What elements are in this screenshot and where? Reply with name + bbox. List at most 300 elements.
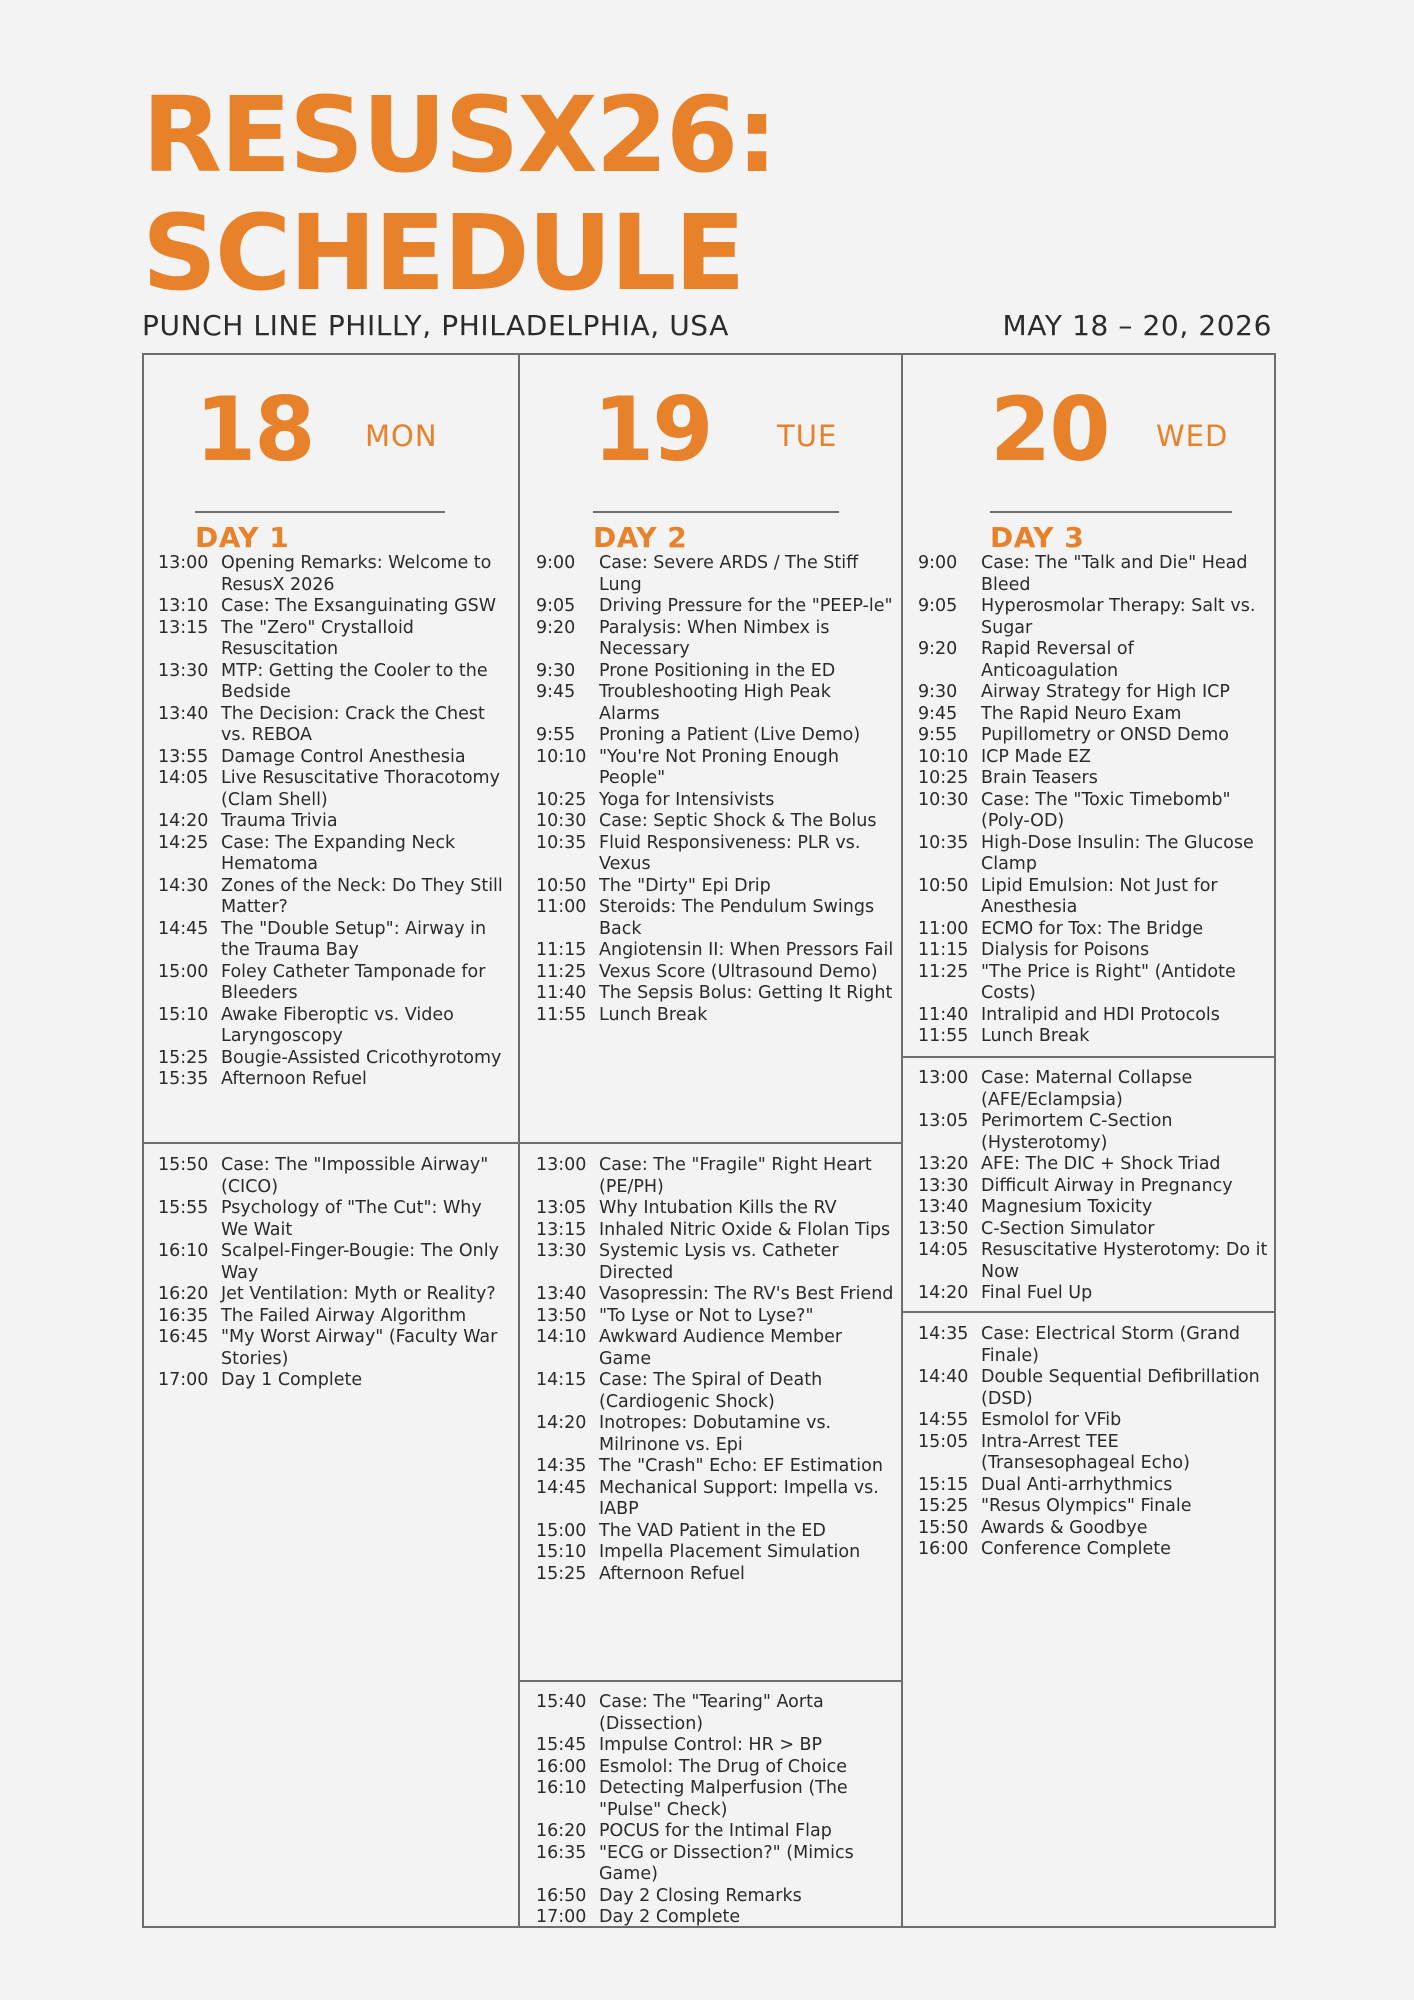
session-item: [158, 553, 508, 596]
session-time: 13:55: [158, 746, 209, 767]
session-title: Why Intubation Kills the RV: [599, 1198, 837, 1218]
session-time: 13:40: [918, 1197, 969, 1217]
session-time: 11:55: [536, 1004, 587, 1025]
session-time: 14:05: [918, 1240, 969, 1260]
session-title: Magnesium Toxicity: [981, 1197, 1153, 1217]
session-item: [158, 1327, 508, 1370]
session-item: [158, 596, 508, 618]
session-time: 16:35: [158, 1305, 209, 1326]
session-time: 9:55: [536, 725, 576, 745]
session-time: 11:40: [918, 1004, 969, 1025]
session-time: 15:40: [536, 1692, 587, 1712]
session-title: Lunch Break: [981, 1026, 1090, 1046]
session-title: Brain Teasers: [981, 768, 1098, 788]
session-title: Case: The Exsanguinating GSW: [221, 596, 497, 616]
session-item: [158, 1241, 508, 1284]
session-item: [918, 639, 1268, 682]
session-title: Afternoon Refuel: [599, 1563, 745, 1584]
session-time: 10:35: [536, 832, 587, 853]
session-time: 13:30: [158, 660, 209, 681]
session-item: [918, 1324, 1268, 1367]
session-title: Case: The Spiral of Death (Cardiogenic Shock): [599, 1370, 823, 1412]
session-title: POCUS for the Intimal Flap: [599, 1821, 832, 1841]
weekday: TUE: [777, 419, 838, 453]
session-title: Lunch Break: [599, 1004, 708, 1025]
session-time: 13:05: [918, 1111, 969, 1131]
session-title: Case: Septic Shock & The Bolus: [599, 811, 877, 831]
session-item: [536, 747, 894, 790]
session-item: [536, 811, 894, 833]
session-title: C-Section Simulator: [981, 1218, 1155, 1239]
session-item: [918, 1154, 1268, 1176]
session-title: Rapid Reversal of Anticoagulation: [981, 639, 1134, 681]
session-time: 9:00: [536, 553, 576, 573]
session-item: [536, 1155, 894, 1198]
session-time: 14:35: [918, 1324, 969, 1344]
session-item: [536, 1284, 894, 1306]
session-title: Case: Maternal Collapse (AFE/Eclampsia): [981, 1068, 1193, 1110]
session-item: [918, 1026, 1268, 1048]
session-title: Impulse Control: HR > BP: [599, 1735, 823, 1755]
session-time: 15:25: [918, 1496, 969, 1516]
session-title: Awake Fiberoptic vs. Video Laryngoscopy: [221, 1004, 454, 1046]
session-title: The VAD Patient in the ED: [599, 1520, 826, 1541]
weekday: WED: [1156, 419, 1229, 453]
session-title: Intralipid and HDI Protocols: [981, 1004, 1220, 1025]
session-title: Intra-Arrest TEE (Transesophageal Echo): [981, 1431, 1190, 1473]
block-divider: [144, 1142, 520, 1144]
venue: PUNCH LINE PHILLY, PHILADELPHIA, USA: [142, 309, 729, 342]
session-list: [158, 553, 508, 1091]
block-divider: [518, 1142, 903, 1144]
session-time: 15:25: [158, 1047, 209, 1068]
session-list: [536, 553, 894, 1026]
session-item: [536, 1456, 894, 1478]
session-item: [918, 940, 1268, 962]
day-1-header: [195, 378, 465, 555]
day-rule: [990, 511, 1232, 513]
session-time: 14:10: [536, 1327, 587, 1347]
session-time: 10:10: [918, 746, 969, 767]
session-time: 10:10: [536, 746, 587, 767]
session-time: 14:45: [158, 918, 209, 939]
session-item: [536, 1306, 894, 1328]
session-item: [536, 1907, 894, 1929]
session-item: [536, 1564, 894, 1586]
session-item: [158, 811, 508, 833]
session-time: 10:30: [536, 811, 587, 831]
session-item: [536, 1478, 894, 1521]
session-title: Pupillometry or ONSD Demo: [981, 725, 1229, 745]
session-time: 11:25: [536, 961, 587, 982]
session-time: 14:35: [536, 1456, 587, 1476]
session-title: Vasopressin: The RV's Best Friend: [599, 1284, 894, 1304]
session-item: [536, 682, 894, 725]
session-title: High-Dose Insulin: The Glucose Clamp: [981, 832, 1254, 874]
session-item: [158, 962, 508, 1005]
session-item: [536, 1735, 894, 1757]
session-time: 15:15: [918, 1474, 969, 1495]
session-title: Esmolol: The Drug of Choice: [599, 1756, 848, 1777]
session-item: [536, 1220, 894, 1242]
session-time: 13:50: [536, 1305, 587, 1326]
session-time: 11:55: [918, 1026, 969, 1046]
session-time: 9:30: [918, 682, 958, 702]
session-item: [918, 553, 1268, 596]
session-item: [536, 1692, 894, 1735]
session-time: 14:20: [536, 1413, 587, 1433]
session-item: [536, 1005, 894, 1027]
session-time: 13:05: [536, 1198, 587, 1218]
session-item: [918, 596, 1268, 639]
session-time: 15:10: [158, 1004, 209, 1025]
session-title: Scalpel-Finger-Bougie: The Only Way: [221, 1241, 499, 1283]
session-title: Yoga for Intensivists: [599, 789, 775, 810]
session-title: Day 2 Complete: [599, 1907, 741, 1927]
session-title: Mechanical Support: Impella vs. IABP: [599, 1477, 879, 1519]
session-time: 16:50: [536, 1885, 587, 1906]
day-number: 18: [195, 378, 314, 481]
session-time: 13:30: [918, 1175, 969, 1196]
session-title: Case: The "Toxic Timebomb" (Poly-OD): [981, 789, 1231, 831]
session-item: [536, 1521, 894, 1543]
block-divider: [518, 1680, 903, 1682]
session-title: Day 1 Complete: [221, 1370, 363, 1390]
session-item: [918, 1496, 1268, 1518]
session-item: [536, 661, 894, 683]
session-title: "Resus Olympics" Finale: [981, 1496, 1192, 1516]
session-item: [918, 1176, 1268, 1198]
session-time: 13:00: [536, 1155, 587, 1175]
title-line-2: SCHEDULE: [142, 192, 744, 314]
session-item: [536, 940, 894, 962]
session-title: Dual Anti-arrhythmics: [981, 1474, 1173, 1495]
weekday: MON: [365, 419, 438, 453]
day-rule: [593, 511, 839, 513]
session-time: 9:05: [536, 596, 576, 616]
session-title: "The Price is Right" (Antidote Costs): [981, 961, 1236, 1003]
session-time: 15:45: [536, 1735, 587, 1755]
session-time: 17:00: [536, 1907, 587, 1927]
session-item: [918, 833, 1268, 876]
session-item: [918, 1111, 1268, 1154]
session-title: Proning a Patient (Live Demo): [599, 725, 861, 745]
session-time: 13:15: [536, 1219, 587, 1240]
session-title: Final Fuel Up: [981, 1283, 1093, 1303]
session-item: [918, 1197, 1268, 1219]
session-time: 10:50: [918, 875, 969, 896]
session-item: [158, 1069, 508, 1091]
session-item: [918, 962, 1268, 1005]
session-time: 13:00: [158, 553, 209, 573]
session-time: 10:30: [918, 789, 969, 810]
session-time: 13:30: [536, 1241, 587, 1261]
session-title: Day 2 Closing Remarks: [599, 1885, 802, 1906]
session-time: 16:35: [536, 1842, 587, 1863]
session-time: 14:20: [158, 811, 209, 831]
session-time: 10:25: [536, 789, 587, 810]
day-number: 19: [593, 378, 712, 481]
session-time: 16:10: [158, 1241, 209, 1261]
session-title: Double Sequential Defibrillation (DSD): [981, 1367, 1260, 1409]
session-title: Lipid Emulsion: Not Just for Anesthesia: [981, 875, 1218, 917]
session-item: [918, 704, 1268, 726]
session-time: 13:40: [536, 1284, 587, 1304]
session-item: [158, 919, 508, 962]
session-time: 14:45: [536, 1477, 587, 1498]
session-time: 13:10: [158, 596, 209, 616]
session-title: Trauma Trivia: [221, 811, 338, 831]
session-time: 14:40: [918, 1367, 969, 1387]
session-time: 11:00: [918, 918, 969, 939]
session-title: Zones of the Neck: Do They Still Matter?: [221, 875, 503, 917]
session-title: Case: The Expanding Neck Hematoma: [221, 832, 456, 874]
session-time: 15:50: [918, 1517, 969, 1538]
schedule-grid: [142, 353, 1276, 1928]
session-title: Case: Severe ARDS / The Stiff Lung: [599, 553, 859, 595]
session-title: The "Double Setup": Airway in the Trauma Bay: [221, 918, 487, 960]
session-title: The "Zero" Crystalloid Resuscitation: [221, 617, 414, 659]
session-time: 13:20: [918, 1154, 969, 1174]
session-title: Paralysis: When Nimbex is Necessary: [599, 617, 830, 659]
session-title: Case: The "Impossible Airway" (CICO): [221, 1155, 489, 1197]
day-label: DAY 1: [195, 521, 290, 554]
session-time: 10:35: [918, 832, 969, 853]
session-title: ICP Made EZ: [981, 746, 1091, 767]
session-item: [918, 682, 1268, 704]
session-time: 9:55: [918, 725, 958, 745]
session-item: [536, 1370, 894, 1413]
session-title: Awkward Audience Member Game: [599, 1327, 843, 1369]
session-time: 14:20: [918, 1283, 969, 1303]
session-title: The Rapid Neuro Exam: [981, 703, 1182, 724]
session-title: Angiotensin II: When Pressors Fail: [599, 940, 894, 960]
session-time: 11:00: [536, 897, 587, 917]
session-item: [536, 553, 894, 596]
session-list: [918, 1324, 1268, 1561]
session-item: [918, 919, 1268, 941]
column-divider: [518, 355, 520, 1926]
day-rule: [195, 511, 445, 513]
session-time: 11:40: [536, 983, 587, 1003]
session-title: AFE: The DIC + Shock Triad: [981, 1154, 1221, 1174]
session-time: 14:55: [918, 1410, 969, 1430]
session-item: [158, 1048, 508, 1070]
session-title: Prone Positioning in the ED: [599, 660, 836, 681]
session-item: [918, 1539, 1268, 1561]
session-item: [158, 876, 508, 919]
session-item: [158, 704, 508, 747]
page-title: [142, 76, 776, 312]
session-item: [918, 1068, 1268, 1111]
session-title: Case: The "Fragile" Right Heart (PE/PH): [599, 1155, 872, 1197]
session-title: Troubleshooting High Peak Alarms: [599, 682, 831, 724]
session-item: [918, 768, 1268, 790]
block-divider: [901, 1056, 1276, 1058]
session-list: [918, 553, 1268, 1048]
session-title: Foley Catheter Tamponade for Bleeders: [221, 961, 486, 1003]
session-title: Bougie-Assisted Cricothyrotomy: [221, 1047, 502, 1068]
session-title: Driving Pressure for the "PEEP-le": [599, 596, 893, 616]
session-item: [918, 1367, 1268, 1410]
session-item: [536, 596, 894, 618]
session-time: 9:05: [918, 596, 958, 616]
session-time: 9:20: [918, 639, 958, 659]
session-item: [918, 1240, 1268, 1283]
session-time: 13:50: [918, 1218, 969, 1239]
session-title: Damage Control Anesthesia: [221, 746, 466, 767]
session-item: [536, 833, 894, 876]
session-title: Live Resuscitative Thoracotomy (Clam Shell): [221, 768, 500, 810]
session-item: [536, 1821, 894, 1843]
column-divider: [901, 355, 903, 1926]
day-2-header: [593, 378, 863, 555]
session-time: 9:45: [918, 703, 958, 724]
session-time: 14:05: [158, 768, 209, 788]
session-item: [158, 1284, 508, 1306]
session-item: [918, 1518, 1268, 1540]
session-title: Vexus Score (Ultrasound Demo): [599, 961, 878, 982]
session-item: [918, 1219, 1268, 1241]
session-title: "ECG or Dissection?" (Mimics Game): [599, 1842, 854, 1884]
session-item: [918, 1475, 1268, 1497]
day-label: DAY 2: [593, 521, 688, 554]
session-time: 15:00: [536, 1520, 587, 1541]
session-title: Esmolol for VFib: [981, 1410, 1122, 1430]
day-label: DAY 3: [990, 521, 1085, 554]
session-item: [158, 618, 508, 661]
session-item: [536, 1413, 894, 1456]
session-time: 14:25: [158, 832, 209, 853]
session-item: [158, 833, 508, 876]
session-time: 9:30: [536, 660, 576, 681]
session-time: 11:15: [536, 940, 587, 960]
session-time: 9:00: [918, 553, 958, 573]
event-dates: MAY 18 – 20, 2026: [1002, 309, 1272, 342]
session-item: [158, 1155, 508, 1198]
session-time: 11:25: [918, 961, 969, 982]
session-time: 13:40: [158, 703, 209, 724]
session-item: [536, 897, 894, 940]
session-item: [536, 876, 894, 898]
session-time: 16:10: [536, 1778, 587, 1798]
session-time: 10:50: [536, 875, 587, 896]
session-title: Case: Electrical Storm (Grand Finale): [981, 1324, 1240, 1366]
session-item: [536, 1778, 894, 1821]
session-item: [536, 1241, 894, 1284]
session-title: Perimortem C-Section (Hysterotomy): [981, 1111, 1173, 1153]
session-time: 16:45: [158, 1327, 209, 1347]
session-item: [536, 1542, 894, 1564]
session-title: Steroids: The Pendulum Swings Back: [599, 897, 875, 939]
session-item: [536, 725, 894, 747]
session-title: Psychology of "The Cut": Why We Wait: [221, 1198, 482, 1240]
session-title: The "Crash" Echo: EF Estimation: [599, 1456, 883, 1476]
session-title: The Decision: Crack the Chest vs. REBOA: [221, 703, 485, 745]
session-time: 9:45: [536, 682, 576, 702]
session-item: [536, 1757, 894, 1779]
session-item: [158, 1370, 508, 1392]
session-time: 13:15: [158, 617, 209, 638]
day-number: 20: [990, 378, 1109, 481]
session-time: 9:20: [536, 617, 576, 638]
session-title: Impella Placement Simulation: [599, 1542, 861, 1562]
title-line-1: RESUSX26:: [142, 74, 776, 196]
session-item: [918, 725, 1268, 747]
session-title: Case: The "Tearing" Aorta (Dissection): [599, 1692, 824, 1734]
session-item: [536, 1843, 894, 1886]
session-time: 14:15: [536, 1370, 587, 1390]
session-title: MTP: Getting the Cooler to the Bedside: [221, 660, 488, 702]
session-title: Awards & Goodbye: [981, 1517, 1148, 1538]
session-item: [536, 790, 894, 812]
session-time: 16:20: [158, 1284, 209, 1304]
session-item: [918, 1005, 1268, 1027]
session-item: [158, 768, 508, 811]
session-title: Jet Ventilation: Myth or Reality?: [221, 1284, 496, 1304]
session-title: Case: The "Talk and Die" Head Bleed: [981, 553, 1248, 595]
session-time: 13:00: [918, 1068, 969, 1088]
day-3-header: [990, 378, 1240, 555]
session-title: Airway Strategy for High ICP: [981, 682, 1230, 702]
session-title: Resuscitative Hysterotomy: Do it Now: [981, 1240, 1268, 1282]
session-time: 16:20: [536, 1821, 587, 1841]
session-item: [918, 1410, 1268, 1432]
session-time: 16:00: [536, 1756, 587, 1777]
session-time: 11:15: [918, 940, 969, 960]
session-time: 15:50: [158, 1155, 209, 1175]
session-item: [536, 1886, 894, 1908]
session-title: Inotropes: Dobutamine vs. Milrinone vs. Epi: [599, 1413, 832, 1455]
session-title: "You're Not Proning Enough People": [599, 746, 840, 788]
block-divider: [901, 1311, 1276, 1313]
session-item: [918, 876, 1268, 919]
session-time: 14:30: [158, 875, 209, 896]
session-item: [158, 747, 508, 769]
session-title: Opening Remarks: Welcome to ResusX 2026: [221, 553, 492, 595]
session-item: [536, 618, 894, 661]
session-item: [536, 1198, 894, 1220]
session-time: 15:05: [918, 1431, 969, 1452]
session-item: [158, 1306, 508, 1328]
session-title: The "Dirty" Epi Drip: [599, 875, 771, 896]
session-time: 17:00: [158, 1370, 209, 1390]
session-item: [536, 983, 894, 1005]
session-item: [918, 790, 1268, 833]
session-title: Afternoon Refuel: [221, 1069, 367, 1089]
session-title: Conference Complete: [981, 1539, 1171, 1559]
session-item: [536, 962, 894, 984]
session-time: 15:10: [536, 1542, 587, 1562]
session-item: [918, 1432, 1268, 1475]
session-title: The Failed Airway Algorithm: [221, 1305, 467, 1326]
session-item: [158, 1198, 508, 1241]
session-time: 10:25: [918, 768, 969, 788]
session-title: Systemic Lysis vs. Catheter Directed: [599, 1241, 839, 1283]
session-item: [158, 1005, 508, 1048]
session-time: 16:00: [918, 1539, 969, 1559]
session-time: 15:00: [158, 961, 209, 982]
session-title: "My Worst Airway" (Faculty War Stories): [221, 1327, 498, 1369]
session-time: 15:25: [536, 1563, 587, 1584]
session-list: [536, 1692, 894, 1929]
session-item: [536, 1327, 894, 1370]
session-item: [918, 747, 1268, 769]
session-time: 15:55: [158, 1198, 209, 1218]
session-title: Inhaled Nitric Oxide & Flolan Tips: [599, 1219, 891, 1240]
session-item: [918, 1283, 1268, 1305]
session-title: Difficult Airway in Pregnancy: [981, 1175, 1233, 1196]
